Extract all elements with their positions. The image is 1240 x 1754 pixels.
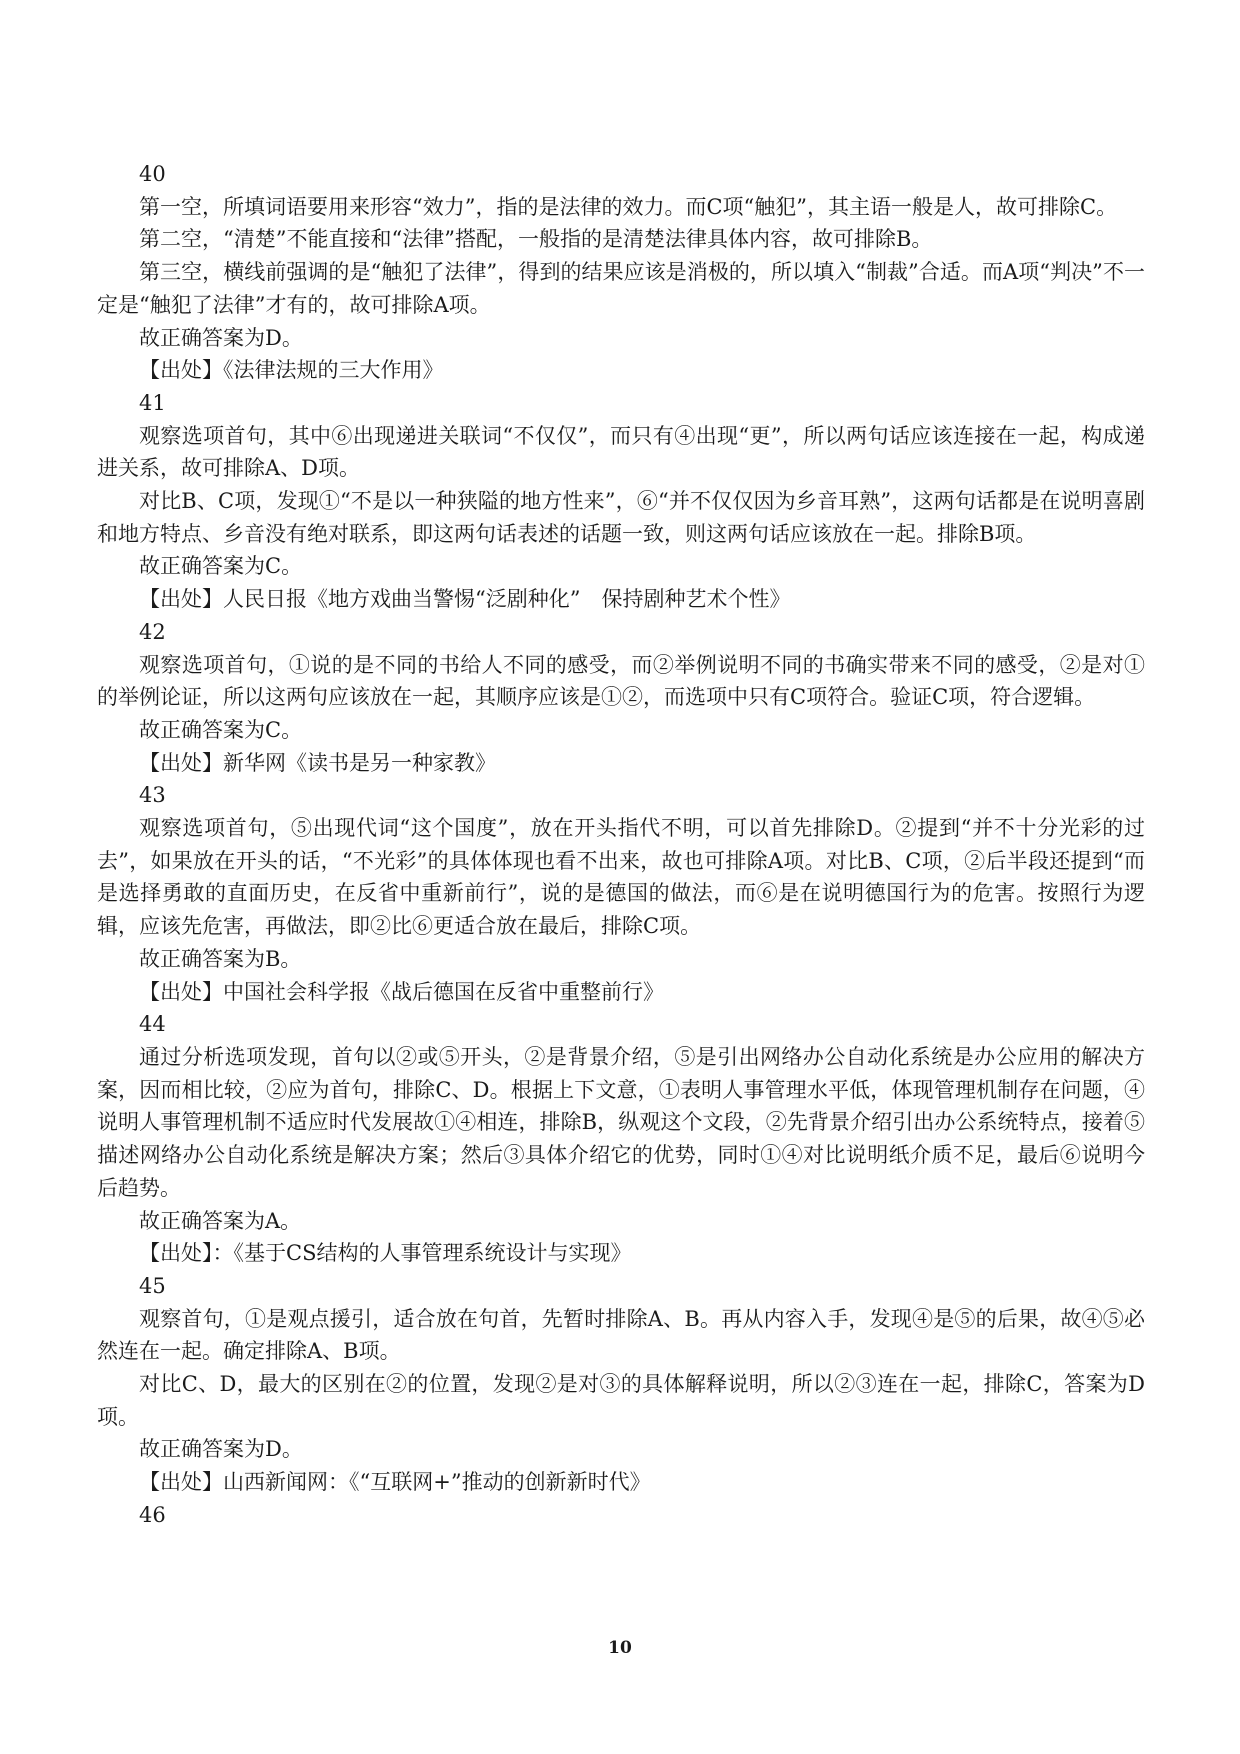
question-number: 43 — [139, 783, 166, 808]
paragraph: 【出处】人民日报《地方戏曲当警惕“泛剧种化” 保持剧种艺术个性》 — [139, 587, 791, 612]
paragraph: 故正确答案为C。 — [139, 717, 303, 742]
paragraph: 通过分析选项发现，首句以②或⑤开头，②是背景介绍，⑤是引出网络办公自动化系统是办公应用的解决方案，因而相比较，②应为首句，排除C、D。根据上下文意，①表明人事管理水平低，体现管理机制存在问题，④说明人事管理机制不适应时代发展故①④相连，排除B，纵观这个文段，②先背景介绍引出办公系统特点，接着⑤描述网络办公自动化系统是解决方案；然后③具体介绍它的优势，同时①④对比说明纸介质不足，最后⑥说明今后趋势。 — [97, 1044, 1145, 1200]
question-number: 44 — [139, 1012, 166, 1037]
question-number: 45 — [139, 1273, 166, 1298]
paragraph: 观察选项首句，⑤出现代词“这个国度”，放在开头指代不明，可以首先排除D。②提到“并不十分光彩的过去”，如果放在开头的话，“不光彩”的具体体现也看不出来，故也可排除A项。对比B、C项，②后半段还提到“而是选择勇敢的直面历史，在反省中重新前行”，说的是德国的做法，而⑥是在说明德国行为的危害。按照行为逻辑，应该先危害，再做法，即②比⑥更适合放在最后，排除C项。 — [97, 816, 1145, 939]
paragraph: 第一空，所填词语要用来形容“效力”，指的是法律的效力。而C项“触犯”，其主语一般是人，故可排除C。 — [139, 194, 1118, 219]
question-number: 46 — [139, 1502, 166, 1527]
paragraph: 故正确答案为C。 — [139, 554, 303, 579]
question-number: 42 — [139, 619, 166, 644]
question-number: 40 — [139, 162, 166, 186]
paragraph: 第二空，“清楚”不能直接和“法律”搭配，一般指的是清楚法律具体内容，故可排除B。 — [139, 227, 933, 252]
paragraph: 观察首句，①是观点援引，适合放在句首，先暂时排除A、B。再从内容入手，发现④是⑤的后果，故④⑤必然连在一起。确定排除A、B项。 — [97, 1306, 1145, 1364]
page-number: 10 — [608, 1638, 632, 1658]
paragraph: 【出处】：《基于CS结构的人事管理系统设计与实现》 — [139, 1241, 632, 1266]
paragraph: 故正确答案为B。 — [139, 946, 302, 971]
paragraph: 故正确答案为D。 — [139, 1437, 303, 1462]
paragraph: 故正确答案为D。 — [139, 325, 303, 350]
paragraph: 【出处】山西新闻网：《“互联网+”推动的创新新时代》 — [139, 1470, 651, 1495]
paragraph: 观察选项首句，其中⑥出现递进关联词“不仅仅”，而只有④出现“更”，所以两句话应该连接在一起，构成递进关系，故可排除A、D项。 — [97, 423, 1145, 481]
paragraph: 观察选项首句，①说的是不同的书给人不同的感受，而②举例说明不同的书确实带来不同的感受，②是对①的举例论证，所以这两句应该放在一起，其顺序应该是①②，而选项中只有C项符合。验证C项，符合逻辑。 — [97, 652, 1145, 710]
answer-explanations — [97, 158, 1145, 1532]
paragraph: 第三空，横线前强调的是“触犯了法律”，得到的结果应该是消极的，所以填入“制裁”合适。而A项“判决”不一定是“触犯了法律”才有的，故可排除A项。 — [97, 260, 1145, 317]
paragraph: 对比C、D，最大的区别在②的位置，发现②是对③的具体解释说明，所以②③连在一起，排除C，答案为D项。 — [97, 1372, 1145, 1429]
paragraph: 【出处】中国社会科学报《战后德国在反省中重整前行》 — [139, 979, 664, 1004]
paragraph: 故正确答案为A。 — [139, 1208, 302, 1233]
paragraph: 【出处】《法律法规的三大作用》 — [139, 358, 444, 383]
paragraph: 对比B、C项，发现①“不是以一种狭隘的地方性来”，⑥“并不仅仅因为乡音耳熟”，这两句话都是在说明喜剧和地方特点、乡音没有绝对联系，即这两句话表述的话题一致，则这两句话应该放在一起。排除B项。 — [97, 489, 1145, 546]
paragraph: 【出处】新华网《读书是另一种家教》 — [139, 750, 496, 775]
question-number: 41 — [139, 390, 166, 415]
